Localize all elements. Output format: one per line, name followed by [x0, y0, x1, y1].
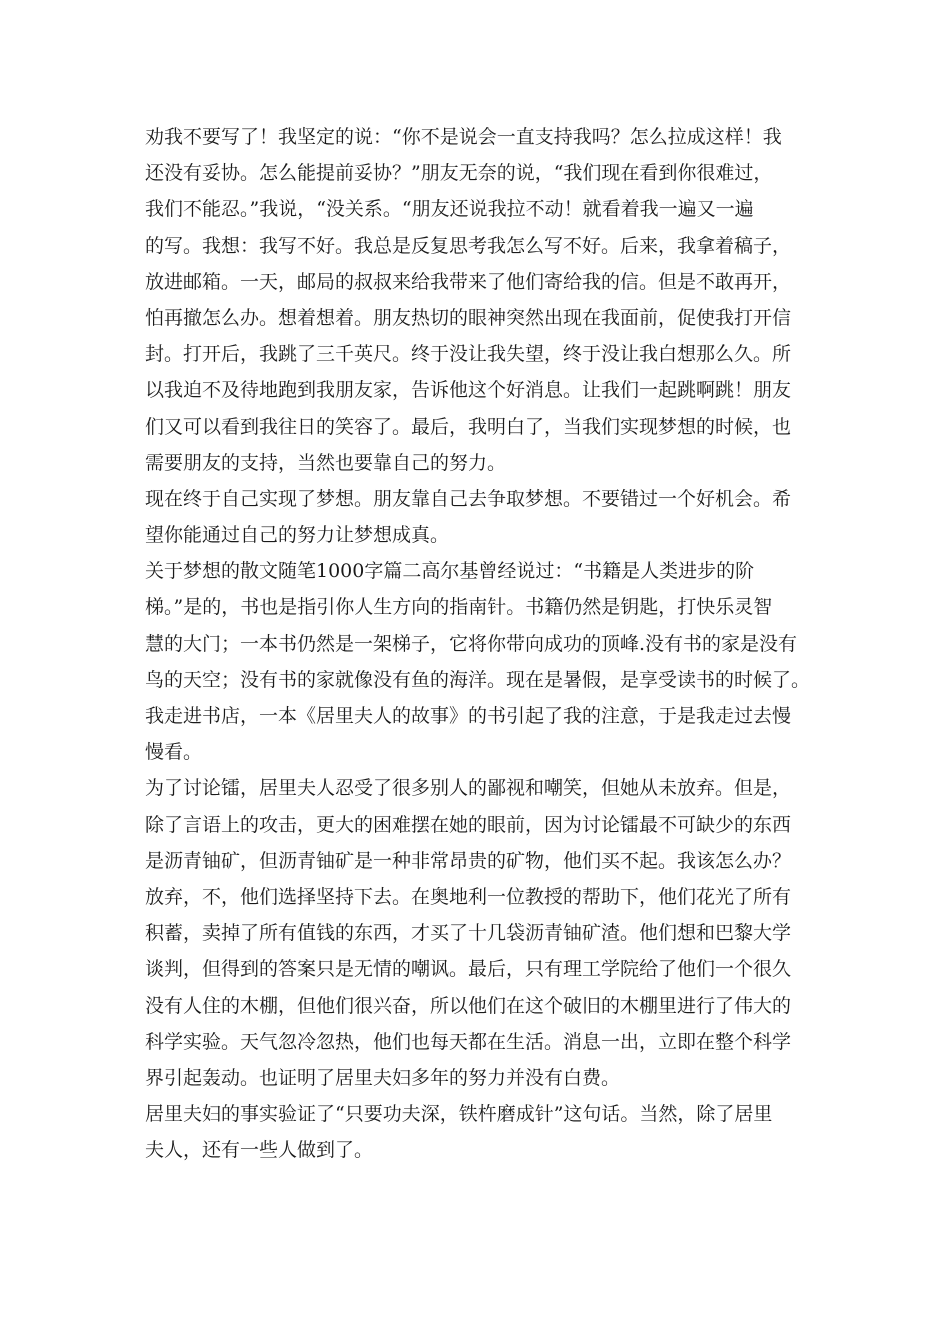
text-line: 现在终于自己实现了梦想。朋友靠自己去争取梦想。不要错过一个好机会。希 — [145, 487, 792, 510]
text-line: 没有人住的木棚，但他们很兴奋，所以他们在这个破旧的木棚里进行了伟大的 — [145, 994, 792, 1017]
text-line: 梯。”是的，书也是指引你人生方向的指南针。书籍仍然是钥匙，打快乐灵智 — [145, 596, 773, 619]
text-line: 们又可以看到我往日的笑容了。最后，我明白了，当我们实现梦想的时候，也 — [145, 415, 792, 438]
text-line: 怕再撤怎么办。想着想着。朋友热切的眼神突然出现在我面前，促使我打开信 — [145, 306, 792, 329]
text-line: 的写。我想：我写不好。我总是反复思考我怎么写不好。后来，我拿着稿子， — [145, 234, 792, 257]
text-line: 科学实验。天气忽冷忽热，他们也每天都在生活。消息一出，立即在整个科学 — [145, 1030, 792, 1053]
text-line: 夫人，还有一些人做到了。 — [145, 1139, 374, 1162]
text-line: 我走进书店，一本《居里夫人的故事》的书引起了我的注意，于是我走过去慢 — [145, 705, 792, 727]
text-line: 放进邮箱。一天，邮局的叔叔来给我带来了他们寄给我的信。但是不敢再开， — [145, 270, 792, 293]
body-text — [145, 119, 810, 1168]
text-line: 我们不能忍。”我说，“没关系。“朋友还说我拉不动！就看着我一遍又一遍 — [145, 198, 754, 221]
text-line: 界引起轰动。也证明了居里夫妇多年的努力并没有白费。 — [145, 1066, 621, 1089]
text-line: 望你能通过自己的努力让梦想成真。 — [145, 524, 450, 547]
text-line: 除了言语上的攻击，更大的困难摆在她的眼前，因为讨论镭最不可缺少的东西 — [145, 813, 792, 836]
text-line: 为了讨论镭，居里夫人忍受了很多别人的鄙视和嘲笑，但她从未放弃。但是， — [145, 777, 792, 800]
text-line: 慢看。 — [145, 741, 203, 764]
text-line: 谈判，但得到的答案只是无情的嘲讽。最后，只有理工学院给了他们一个很久 — [145, 958, 792, 981]
text-line: 封。打开后，我跳了三千英尺。终于没让我失望，终于没让我白想那么久。所 — [145, 343, 792, 366]
text-line: 劝我不要写了！我坚定的说：“你不是说会一直支持我吗？怎么拉成这样！我 — [145, 126, 782, 148]
text-line: 鸟的天空；没有书的家就像没有鱼的海洋。现在是暑假，是享受读书的时候了。 — [145, 668, 811, 691]
text-line: 是沥青铀矿，但沥青铀矿是一种非常昂贵的矿物，他们买不起。我该怎么办？ — [145, 849, 792, 872]
text-line: 居里夫妇的事实验证了“只要功夫深，铁杵磨成针”这句话。当然，除了居里 — [145, 1103, 773, 1126]
text-line: 放弃，不，他们选择坚持下去。在奥地利一位教授的帮助下，他们花光了所有 — [145, 885, 792, 908]
text-line: 关于梦想的散文随笔1000字篇二高尔基曾经说过：“书籍是人类进步的阶 — [145, 560, 755, 583]
text-line: 还没有妥协。怎么能提前妥协？”朋友无奈的说，“我们现在看到你很难过， — [145, 162, 773, 185]
text-line: 以我迫不及待地跑到我朋友家，告诉他这个好消息。让我们一起跳啊跳！朋友 — [145, 379, 792, 402]
text-line: 积蓄，卖掉了所有值钱的东西，才买了十几袋沥青铀矿渣。他们想和巴黎大学 — [145, 922, 792, 945]
text-line: 需要朋友的支持，当然也要靠自己的努力。 — [145, 451, 507, 474]
text-line: 慧的大门；一本书仍然是一架梯子，它将你带向成功的顶峰.没有书的家是没有 — [145, 632, 798, 655]
